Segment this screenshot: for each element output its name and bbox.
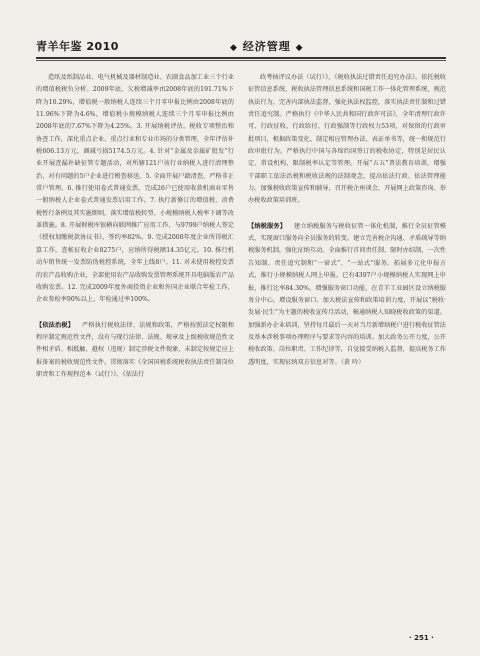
header-rule-thin <box>36 60 446 61</box>
paragraph-rule-of-law <box>36 320 234 382</box>
diamond-icon: ◆ <box>230 43 238 53</box>
paragraph-tax-management: 造纸及纸制品业、电气机械及器材制造业、农副食品加工业三个行业的增值税税负分析。2009年底，欠税增减率由2008年底的191.71%下降为10.29%，增值税一般纳税人连续三个月零申报比例由2008年底的11.96%下降为4.6%，增值税小规模纳税人连续三个月零申报比例由2008年底的7.67%下降为4.25%。3. 开展纳税评估。税收专项整治和协查工作，深化重点企业、重点行业和专业市场的分类管理，全年评估补税606.13万元，调减亏损5174.5万元。4. 针对“金属及金属矿批发”行业开展查漏补缺征管专题活动，对所辖121户该行业纳税人进行清理整治，对有问题的5户企业进行稽查移送。5. 全面开展户籍清查，严格非正常户管理。6. 推行使用卷式普通发票，完成26户已使用收款机商业零售一般纳税人企业卷式普通发票启用工作。7. 执行新修订的增值税、消费税暂行条例及其实施细则，落实增值税转型、小规模纳税人税率下调等改革措施。8. 开展财税库银横向联网推广应用工作，与9799户纳税人签定《授权划缴税款协议书》，签约率82%。9. 完成2008年度企业所得税汇算工作，查帐征收企业8275户，应纳所得税额14.35亿元。10. 推行机动车销售统一发票防伪税控系统，全年上线8户。11. 对未使用税控发票的农产品收购企业，全部使用农产品收购发票管理系统开具电脑版农产品收购发票。12. 完成2009年度外商投资企业和外国企业联合年检工作，企业参检率90%以上，年检通过率100%。 <box>36 74 234 304</box>
section-label: 经济管理 <box>242 40 291 53</box>
section-title <box>230 38 304 54</box>
diamond-icon: ◆ <box>295 43 304 53</box>
yearbook-title: 青羊年鉴 2010 <box>36 40 119 53</box>
paragraph-taxpayer-service <box>248 221 446 369</box>
left-column <box>36 72 234 381</box>
page-number: · 251 · <box>409 634 434 642</box>
section-heading: 【纳税服务】 <box>248 222 287 230</box>
section-body: 严格执行税收法律、法规和政策，严格按照法定权限和程序制定规范性文件，没有与现行法律、法规、规章及上级税收规范性文件相矛盾、相抵触、越权（违规）制定涉税文件现象，未制定按规定应上报备案的税收规范性文件。贯彻落实《全国国税系统税收执法责任制岗位职责和工作规程范本（试行）》、《依法行 <box>36 321 234 378</box>
right-column <box>248 72 446 369</box>
header-rule-thick <box>36 57 446 59</box>
section-heading: 【依法治税】 <box>36 321 75 329</box>
paragraph-continued: 政考核评议办法（试行）》、《税收执法过错责任追究办法》，依托税收征管信息系统、税收执法管理信息系统和国税工作一体化管理系统，规范执法行为，完善内部执法监督，强化执法权监控，落实执法责任制和过错责任追究制。严格执行《中华人民共和国行政许可法》，全年清理行政许可、行政征收、行政给付、行政强制等行政权力53项，对保留的行政审批项目，根据政策变化，制定相应管理办法、表证单书等，统一和规范行政审批行为。严格执行中国与各缔约国签订的税收协定，特别是居民认定、常设机构、限制税率认定等管理。开展“五五”普法教育培训，增强干部职工依法治税和税收法规的法制观念，提高依法行政、依法管理能力。加强税收政策宣传和辅导，召开税企座谈会，开展网上政策咨询、举办税收政策培训班。 <box>248 74 446 205</box>
section-body: 建立纳税服务与税收征管一体化机制，推行全员征管模式，实现窗口服务向全员服务的转变。建立完善税企沟通、矛盾疏导等纳税服务机制，强化征纳互动。全面推行首问责任制、限时办结制、一次性告知制、责任追究制和“一窗式”、“一站式”服务。拓展多元化申报方式，推行小规模纳税人网上申报，已有4397户小规模纳税人实现网上申报，推行比率84.30%。增强服务窗口功能，在青羊工业园区设立纳税服务分中心，增设服务窗口。加大税法宣传和政策培训力度，开展以“税收·发展·民生”为主题的税收宣传月活动，畅通纳税人知晓税收政策的渠道。加强新办企业培训，坚持每月最后一天对当月新增纳税户进行税收征管法及基本涉税事项办理程序与要求等内容的培训。加大政务公开力度，公开税收政策、岗位职责、工作纪律等，自觉接受纳税人监督，提高税务工作透明度，实现征纳双方信息对等。（黄 吟） <box>248 222 446 366</box>
running-header <box>36 38 446 56</box>
